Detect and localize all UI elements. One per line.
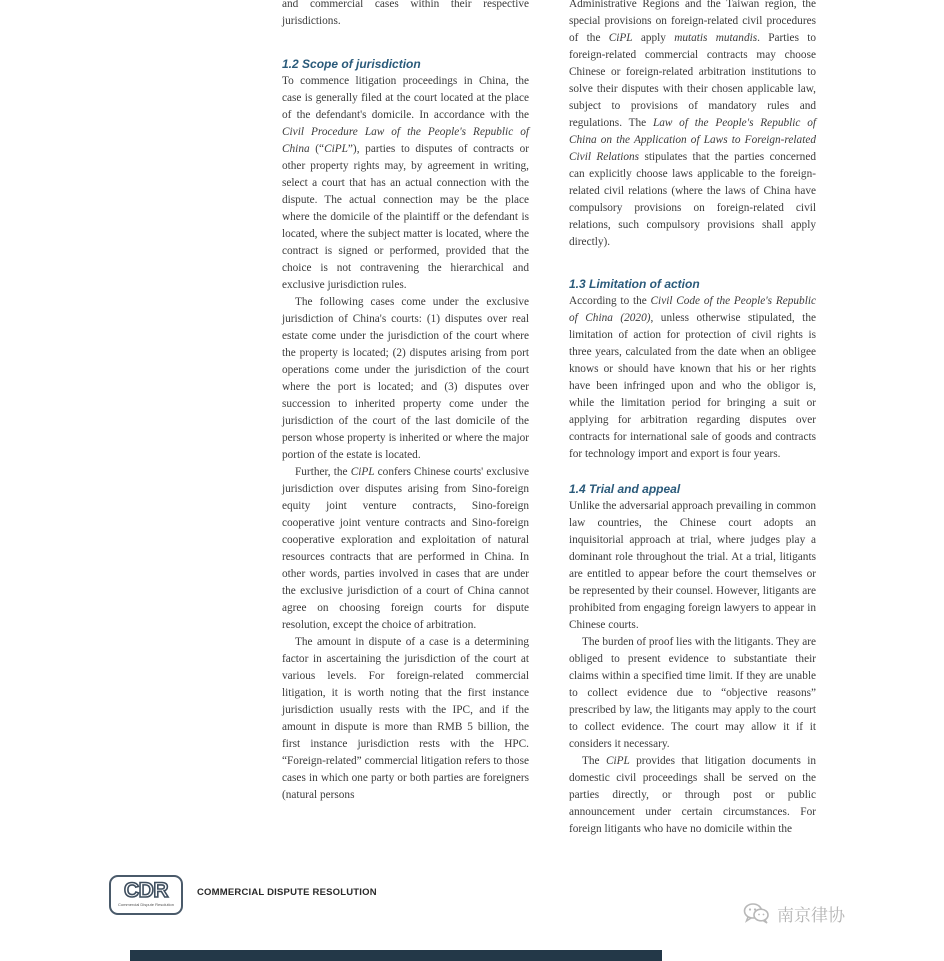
paragraph: Administrative Regions and the Taiwan region, the special provisions on foreign-related civil procedures of the CiPL apply mutatis mutandis. Parties to foreign-related commercial contracts may choose Chinese or foreign-related arbitration institutions to solve their disputes with their chosen applicable law, subject to provisions of mandatory rules and regulations. The Law of the People's Republic of China on the Application of Laws to Foreign-related Civil Relations stipulates that the parties concerned can explicitly choose laws applicable to the foreign-related civil relations (where the laws of China have compulsory provisions on foreign-related civil relations, such compulsory provisions shall apply directly). [569,0,816,248]
logo-subtitle: Commercial Dispute Resolution [117,902,175,907]
paragraph: and commercial cases within their respective jurisdictions. [282,0,529,27]
left-column [282,0,529,804]
paragraph: The burden of proof lies with the litigants. They are obliged to present evidence to substantiate their claims within a specified time limit. If they are unable to collect evidence due to “objective reasons” prescribed by law, the litigants may apply to the court to collect evidence. The court may allow it if it considers it necessary. [569,636,816,750]
right-column [569,0,816,838]
section-heading-trial: 1.4 Trial and appeal [569,482,681,496]
section-heading-scope: 1.2 Scope of jurisdiction [282,57,421,71]
paragraph: The CiPL provides that litigation documents in domestic civil proceedings shall be served on the parties directly, or through post or public announcement under certain circumstances. For foreign litigants who have no domicile within the [569,755,816,835]
wechat-icon [743,902,771,924]
paragraph: To commence litigation proceedings in China, the case is generally filed at the court located at the place of the defendant's domicile. In accordance with the Civil Procedure Law of the People's Republic of China (“CiPL”), parties to disputes of contracts or other property rights may, by agreement in writing, select a court that has an actual connection with the dispute. The actual connection may be the place where the domicile of the plaintiff or the defendant is located, where the subject matter is located, where the contract is signed or performed, provided that the choice is not contravening the hierarchical and exclusive jurisdiction rules. [282,75,529,291]
paragraph: Unlike the adversarial approach prevailing in common law countries, the Chinese court adopts an inquisitorial approach at trial, where judges play a dominant role throughout the trial. At a trial, litigants are entitled to appear before the court themselves or be represented by their counsel. However, litigants are prohibited from engaging foreign lawyers to appear in Chinese courts. [569,500,816,631]
paragraph: The following cases come under the exclusive jurisdiction of China's courts: (1) disputes over real estate come under the jurisdiction of the court where the property is located; (2) disputes arising from port operations come under the jurisdiction of the court where the port is located; and (3) disputes over succession to inherited property come under the jurisdiction of the court of the last domicile of the person whose property is inherited or where the major portion of the estate is located. [282,296,529,461]
watermark-text: 南京律协 [777,905,845,926]
bottom-color-bar [130,950,662,961]
paragraph: According to the Civil Code of the People's Republic of China (2020), unless otherwise stipulated, the limitation of action for protection of civil rights is three years, calculated from the date when an obligee knows or should have known that his or her rights have been infringed upon and who the obligor is, while the limitation period for bringing a suit or applying for arbitration regarding disputes over contracts for international sale of goods and contracts for technology import and export is four years. [569,295,816,460]
logo-text: CDR [124,879,168,902]
section-heading-limitation: 1.3 Limitation of action [569,277,700,291]
footer-publication-name: COMMERCIAL DISPUTE RESOLUTION [197,887,377,898]
paragraph: The amount in dispute of a case is a determining factor in ascertaining the jurisdiction of the court at various levels. For foreign-related commercial litigation, it is worth noting that the first instance jurisdiction usually rests with the IPC, and if the amount in dispute is more than RMB 5 billion, the first instance jurisdiction rests with the HPC. “Foreign-related” commercial litigation refers to those cases in which one party or both parties are foreigners (natural persons [282,636,529,801]
cdr-logo [109,875,183,915]
watermark [743,900,845,926]
paragraph: Further, the CiPL confers Chinese courts' exclusive jurisdiction over disputes arising from Sino-foreign equity joint venture contracts, Sino-foreign cooperative joint venture contracts and Sino-foreign cooperative exploration and exploitation of natural resources contracts that are performed in China. In other words, parties involved in cases that are under the exclusive jurisdiction of a court of China cannot agree on choosing foreign courts for dispute resolution, except the choice of arbitration. [282,466,529,631]
